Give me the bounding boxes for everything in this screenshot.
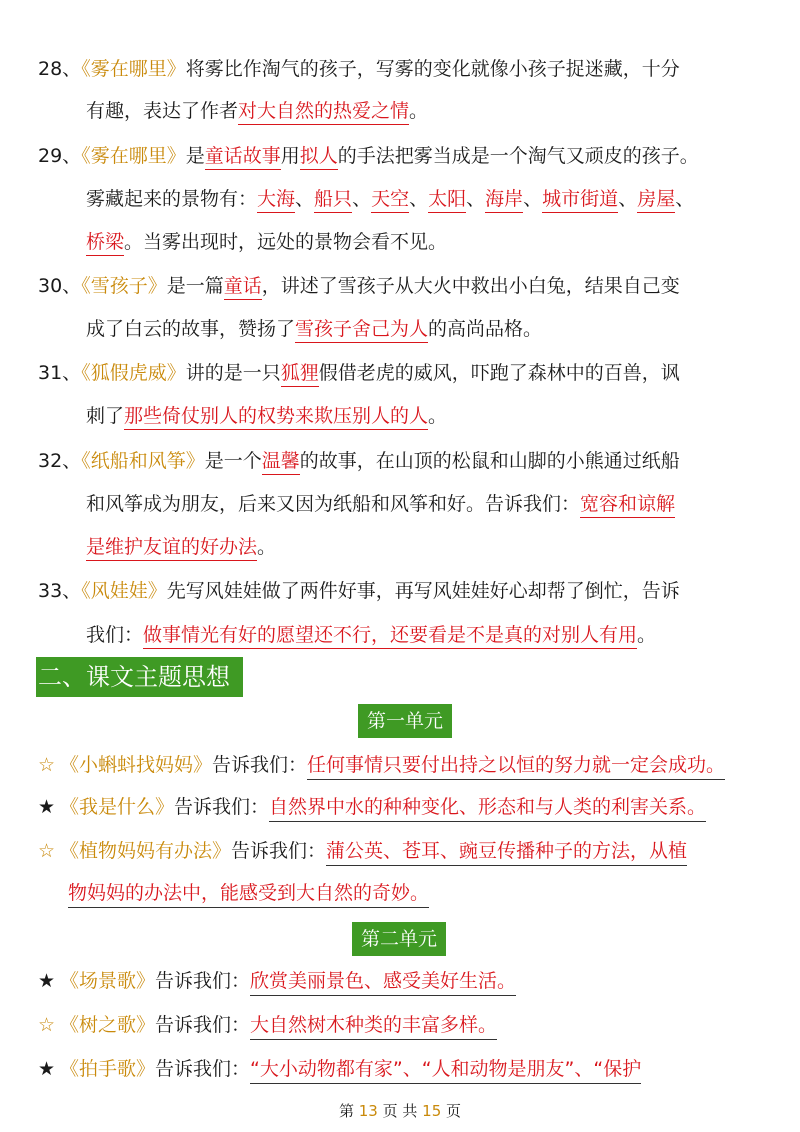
body-text: 的故事，在山顶的松鼠和山脚的小熊通过纸船 bbox=[299, 450, 680, 472]
key-phrase: 对大自然的热爱之情 bbox=[238, 100, 409, 125]
summary-item-line bbox=[38, 578, 680, 604]
body-text: 刺了 bbox=[86, 405, 125, 427]
section-heading: 二、课文主题思想 bbox=[36, 657, 243, 697]
key-phrase: 宽容和谅解 bbox=[580, 493, 675, 518]
body-text: 的手法把雾当成是一个淘气又顽皮的孩子。 bbox=[337, 145, 699, 167]
lesson-title: 《植物妈妈有办法》 bbox=[60, 840, 232, 862]
body-text: 、 bbox=[352, 188, 372, 210]
key-phrase: 天空 bbox=[371, 188, 409, 213]
summary-item-line bbox=[86, 491, 675, 517]
theme-entry-line bbox=[68, 880, 429, 906]
body-text: 是一个 bbox=[204, 450, 262, 472]
summary-item-line bbox=[38, 273, 680, 299]
key-phrase: 那些倚仗别人的权势来欺压别人的人 bbox=[124, 405, 428, 430]
body-text: 用 bbox=[280, 145, 300, 167]
key-phrase: 拟人 bbox=[300, 145, 338, 170]
theme-statement: 任何事情只要付出持之以恒的努力就一定会成功。 bbox=[307, 754, 725, 780]
lesson-title: 《拍手歌》 bbox=[60, 1058, 156, 1080]
unit-badge: 第二单元 bbox=[352, 922, 446, 956]
summary-item-line bbox=[86, 98, 428, 124]
body-text: 、 bbox=[523, 188, 543, 210]
theme-statement: 蒲公英、苍耳、豌豆传播种子的方法，从植 bbox=[326, 840, 687, 866]
item-number: 28、 bbox=[38, 58, 82, 80]
body-text: 告诉我们： bbox=[231, 840, 327, 862]
theme-entry-line bbox=[38, 838, 687, 864]
footer-middle: 页 共 bbox=[382, 1102, 418, 1120]
body-text: 。 bbox=[428, 405, 448, 427]
key-phrase: 房屋 bbox=[637, 188, 675, 213]
footer-prefix: 第 bbox=[338, 1102, 354, 1120]
item-number: 33、 bbox=[38, 580, 82, 602]
body-text: 。当雾出现时，远处的景物会看不见。 bbox=[124, 231, 448, 253]
lesson-title: 《雾在哪里》 bbox=[81, 145, 186, 167]
star-outline-icon: ☆ bbox=[38, 754, 56, 776]
key-phrase: 海岸 bbox=[485, 188, 523, 213]
lesson-title: 《雪孩子》 bbox=[81, 275, 167, 297]
footer-suffix: 页 bbox=[446, 1102, 462, 1120]
theme-entry-line bbox=[38, 794, 706, 820]
body-text: 将雾比作淘气的孩子，写雾的变化就像小孩子捉迷藏，十分 bbox=[185, 58, 680, 80]
item-number: 29、 bbox=[38, 145, 82, 167]
key-phrase: 做事情光有好的愿望还不行，还要看是不是真的对别人有用 bbox=[143, 624, 637, 649]
theme-entry-line bbox=[38, 1056, 641, 1082]
item-number: 32、 bbox=[38, 450, 82, 472]
theme-statement: 自然界中水的种种变化、形态和与人类的利害关系。 bbox=[269, 796, 706, 822]
key-phrase: 太阳 bbox=[428, 188, 466, 213]
body-text: 是一篇 bbox=[166, 275, 224, 297]
star-filled-icon: ★ bbox=[38, 1058, 56, 1080]
body-text: 。 bbox=[637, 624, 657, 646]
star-filled-icon: ★ bbox=[38, 796, 56, 818]
body-text: 告诉我们： bbox=[212, 754, 308, 776]
body-text: 、 bbox=[295, 188, 315, 210]
key-phrase: 童话 bbox=[224, 275, 262, 300]
unit-badge: 第一单元 bbox=[358, 704, 452, 738]
key-phrase: 桥梁 bbox=[86, 231, 124, 256]
body-text: 。 bbox=[257, 536, 277, 558]
body-text: 、 bbox=[618, 188, 638, 210]
body-text: 我们： bbox=[86, 624, 144, 646]
key-phrase: 是维护友谊的好办法 bbox=[86, 536, 257, 561]
key-phrase: 温馨 bbox=[262, 450, 300, 475]
item-number: 30、 bbox=[38, 275, 82, 297]
body-text: 先写风娃娃做了两件好事，再写风娃娃好心却帮了倒忙，告诉 bbox=[166, 580, 680, 602]
body-text: 讲的是一只 bbox=[185, 362, 281, 384]
body-text: 雾藏起来的景物有： bbox=[86, 188, 258, 210]
body-text: 的高尚品格。 bbox=[428, 318, 543, 340]
key-phrase: 城市街道 bbox=[542, 188, 618, 213]
key-phrase: 船只 bbox=[314, 188, 352, 213]
star-filled-icon: ★ bbox=[38, 970, 56, 992]
theme-entry-line bbox=[38, 1012, 497, 1038]
page-footer bbox=[0, 1100, 800, 1121]
body-text: 告诉我们： bbox=[155, 970, 251, 992]
body-text: 告诉我们： bbox=[155, 1058, 251, 1080]
summary-item-line bbox=[38, 360, 680, 386]
current-page-number: 13 bbox=[358, 1102, 378, 1120]
body-text: 告诉我们： bbox=[155, 1014, 251, 1036]
body-text: 、 bbox=[675, 188, 695, 210]
summary-item-line bbox=[86, 186, 694, 212]
body-text: 和风筝成为朋友，后来又因为纸船和风筝和好。告诉我们： bbox=[86, 493, 581, 515]
summary-item-line bbox=[86, 534, 276, 560]
lesson-title: 《我是什么》 bbox=[60, 796, 175, 818]
body-text: 有趣，表达了作者 bbox=[86, 100, 239, 122]
key-phrase: 雪孩子舍己为人 bbox=[295, 318, 428, 343]
star-outline-icon: ☆ bbox=[38, 840, 56, 862]
lesson-title: 《风娃娃》 bbox=[81, 580, 167, 602]
summary-item-line bbox=[86, 403, 447, 429]
theme-statement: “大小动物都有家”、“人和动物是朋友”、“保护 bbox=[250, 1058, 641, 1084]
lesson-title: 《场景歌》 bbox=[60, 970, 156, 992]
theme-entry-line bbox=[38, 968, 516, 994]
body-text: 。 bbox=[409, 100, 429, 122]
theme-entry-line bbox=[38, 752, 725, 778]
theme-statement: 物妈妈的办法中，能感受到大自然的奇妙。 bbox=[68, 882, 429, 908]
summary-item-line bbox=[86, 622, 656, 648]
lesson-title: 《狐假虎威》 bbox=[81, 362, 186, 384]
star-outline-icon: ☆ bbox=[38, 1014, 56, 1036]
body-text: 、 bbox=[466, 188, 486, 210]
summary-item-line bbox=[38, 56, 680, 82]
lesson-title: 《雾在哪里》 bbox=[81, 58, 186, 80]
key-phrase: 童话故事 bbox=[205, 145, 281, 170]
body-text: 是 bbox=[185, 145, 205, 167]
theme-statement: 大自然树木种类的丰富多样。 bbox=[250, 1014, 497, 1040]
lesson-title: 《小蝌蚪找妈妈》 bbox=[60, 754, 213, 776]
total-page-number: 15 bbox=[422, 1102, 442, 1120]
lesson-title: 《树之歌》 bbox=[60, 1014, 156, 1036]
body-text: 、 bbox=[409, 188, 429, 210]
body-text: 告诉我们： bbox=[174, 796, 270, 818]
body-text: ，讲述了雪孩子从大火中救出小白兔，结果自己变 bbox=[261, 275, 680, 297]
lesson-title: 《纸船和风筝》 bbox=[81, 450, 205, 472]
summary-item-line bbox=[86, 316, 542, 342]
item-number: 31、 bbox=[38, 362, 82, 384]
summary-item-line bbox=[38, 448, 680, 474]
theme-statement: 欣赏美丽景色、感受美好生活。 bbox=[250, 970, 516, 996]
summary-item-line bbox=[86, 229, 447, 255]
key-phrase: 狐狸 bbox=[281, 362, 319, 387]
summary-item-line bbox=[38, 143, 699, 169]
body-text: 假借老虎的威风，吓跑了森林中的百兽，讽 bbox=[318, 362, 680, 384]
key-phrase: 大海 bbox=[257, 188, 295, 213]
body-text: 成了白云的故事，赞扬了 bbox=[86, 318, 296, 340]
